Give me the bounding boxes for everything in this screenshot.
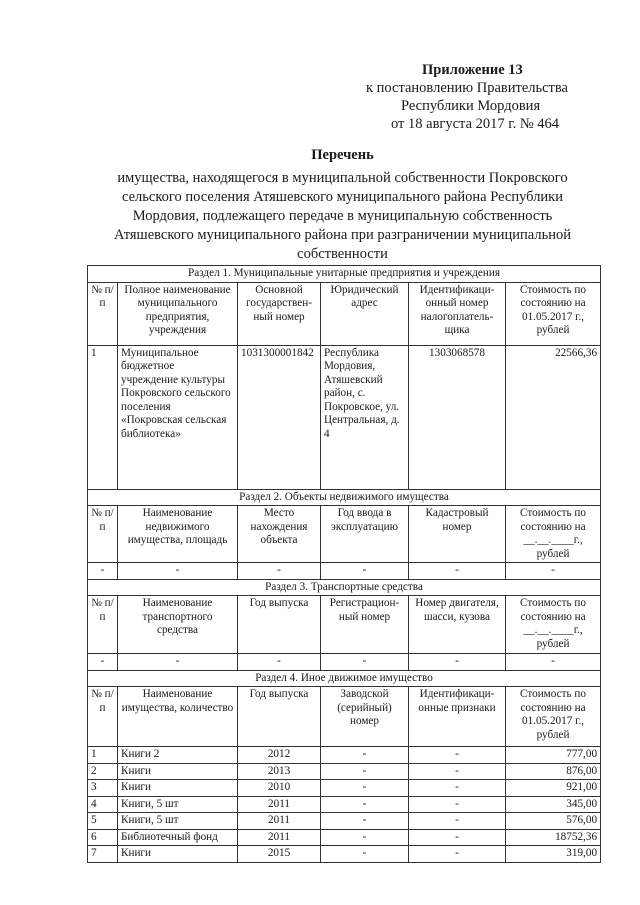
- table-row: [88, 813, 601, 830]
- item-ident: -: [409, 846, 506, 863]
- section-3-title-row: [88, 579, 601, 596]
- item-cost: 345,00: [506, 796, 601, 813]
- col-header-ident: Идентификаци-онные признаки: [409, 687, 506, 747]
- item-year: 2011: [238, 829, 321, 846]
- org-cost: 22566,36: [506, 345, 601, 489]
- table-row: [88, 763, 601, 780]
- section-4-title: Раздел 4. Иное движимое имущество: [88, 670, 601, 687]
- col-header-cost: Стоимость по состоянию на __.__.____г., рублей: [506, 596, 601, 654]
- col-header-cost: Стоимость по состоянию на 01.05.2017 г., рублей: [506, 687, 601, 747]
- title-heading: Перечень: [311, 147, 374, 163]
- col-header-name: Наименование транспортного средства: [118, 596, 238, 654]
- col-header-cost: Стоимость по состоянию на 01.05.2017 г., рублей: [506, 282, 601, 345]
- item-year: 2013: [238, 763, 321, 780]
- item-name: Книги, 5 шт: [118, 813, 238, 830]
- row-num: 1: [88, 747, 118, 764]
- col-header-cost: Стоимость по состоянию на __.__.____г., рублей: [506, 506, 601, 563]
- table-row: [88, 747, 601, 764]
- item-ident: -: [409, 763, 506, 780]
- col-header-year: Год выпуска: [238, 596, 321, 654]
- item-cost: 876,00: [506, 763, 601, 780]
- col-header-inn: Идентификаци-онный номер налогоплатель-щика: [409, 282, 506, 345]
- item-ident: -: [409, 780, 506, 797]
- col-header-year: Год выпуска: [238, 687, 321, 747]
- item-serial: -: [321, 846, 409, 863]
- row-num: 3: [88, 780, 118, 797]
- item-cost: 921,00: [506, 780, 601, 797]
- item-cost: 18752,36: [506, 829, 601, 846]
- empty-cell: -: [118, 563, 238, 580]
- row-num: 1: [88, 345, 118, 489]
- row-num: 5: [88, 813, 118, 830]
- section-2-header-row: [88, 506, 601, 563]
- table-row: [88, 796, 601, 813]
- row-num: 2: [88, 763, 118, 780]
- item-serial: -: [321, 796, 409, 813]
- row-num: 6: [88, 829, 118, 846]
- item-year: 2012: [238, 747, 321, 764]
- appendix-line-2: Республики Мордовия: [401, 98, 541, 114]
- empty-cell: -: [409, 563, 506, 580]
- table-row: [88, 846, 601, 863]
- empty-cell: -: [321, 563, 409, 580]
- item-name: Книги: [118, 846, 238, 863]
- col-header-num: № п/п: [88, 687, 118, 747]
- empty-cell: -: [506, 563, 601, 580]
- item-serial: -: [321, 829, 409, 846]
- section-3-title: Раздел 3. Транспортные средства: [88, 579, 601, 596]
- col-header-serial: Заводской (серийный) номер: [321, 687, 409, 747]
- org-ogrn: 1031300001842: [238, 345, 321, 489]
- empty-cell: -: [238, 654, 321, 671]
- empty-cell: -: [88, 654, 118, 671]
- item-name: Книги, 5 шт: [118, 796, 238, 813]
- item-year: 2011: [238, 796, 321, 813]
- empty-cell: -: [506, 654, 601, 671]
- row-num: 7: [88, 846, 118, 863]
- item-cost: 319,00: [506, 846, 601, 863]
- col-header-name: Наименование имущества, количество: [118, 687, 238, 747]
- section-1-title-row: [88, 266, 601, 283]
- item-cost: 777,00: [506, 747, 601, 764]
- empty-cell: -: [88, 563, 118, 580]
- col-header-num: № п/п: [88, 596, 118, 654]
- item-ident: -: [409, 747, 506, 764]
- document-title: [95, 146, 590, 264]
- section-4-header-row: [88, 687, 601, 747]
- item-name: Книги: [118, 780, 238, 797]
- col-header-name: Полное наименование муниципального предприятия, учреждения: [118, 282, 238, 345]
- table-row: [88, 780, 601, 797]
- item-serial: -: [321, 763, 409, 780]
- item-cost: 576,00: [506, 813, 601, 830]
- appendix-line-1: к постановлению Правительства: [366, 80, 568, 96]
- item-name: Библиотечный фонд: [118, 829, 238, 846]
- item-name: Книги 2: [118, 747, 238, 764]
- col-header-num: № п/п: [88, 282, 118, 345]
- item-ident: -: [409, 813, 506, 830]
- row-num: 4: [88, 796, 118, 813]
- section-4-title-row: [88, 670, 601, 687]
- empty-cell: -: [118, 654, 238, 671]
- section-3-header-row: [88, 596, 601, 654]
- org-name: Муниципальное бюджетное учреждение культуры Покровского сельского поселения «Покровская сельская библиотека»: [118, 345, 238, 489]
- col-header-reg-number: Регистрацион-ный номер: [321, 596, 409, 654]
- section-2-title-row: [88, 489, 601, 506]
- org-inn: 1303068578: [409, 345, 506, 489]
- item-serial: -: [321, 747, 409, 764]
- table-row: [88, 829, 601, 846]
- col-header-engine-number: Номер двигателя, шасси, кузова: [409, 596, 506, 654]
- title-text: имущества, находящегося в муниципальной собственности Покровского сельского поселения Атяшевского муниципального района Республики Мордовия, подлежащего передаче в муниципальную собственность Атяшевского муниципального района при разграничении муниципальной собственности: [113, 170, 571, 262]
- section-1-header-row: [88, 282, 601, 345]
- appendix-line-3: от 18 августа 2017 г. № 464: [391, 116, 560, 132]
- col-header-name: Наименование недвижимого имущества, площадь: [118, 506, 238, 563]
- empty-cell: -: [409, 654, 506, 671]
- col-header-cadastral: Кадастровый номер: [409, 506, 506, 563]
- section-2-title: Раздел 2. Объекты недвижимого имущества: [88, 489, 601, 506]
- item-ident: -: [409, 796, 506, 813]
- col-header-address: Юридический адрес: [321, 282, 409, 345]
- col-header-num: № п/п: [88, 506, 118, 563]
- table-row: [88, 654, 601, 671]
- section-1-title: Раздел 1. Муниципальные унитарные предприятия и учреждения: [88, 266, 601, 283]
- appendix-title: Приложение 13: [422, 62, 523, 78]
- org-address: Республика Мордовия, Атяшевский район, с. Покровское, ул. Центральная, д. 4: [321, 345, 409, 489]
- item-year: 2010: [238, 780, 321, 797]
- item-name: Книги: [118, 763, 238, 780]
- empty-cell: -: [238, 563, 321, 580]
- item-year: 2015: [238, 846, 321, 863]
- item-serial: -: [321, 813, 409, 830]
- item-ident: -: [409, 829, 506, 846]
- col-header-location: Место нахождения объекта: [238, 506, 321, 563]
- table-row: [88, 563, 601, 580]
- item-year: 2011: [238, 813, 321, 830]
- table-row: [88, 345, 601, 489]
- col-header-commission-year: Год ввода в эксплуатацию: [321, 506, 409, 563]
- col-header-ogrn: Основной государствен-ный номер: [238, 282, 321, 345]
- empty-cell: -: [321, 654, 409, 671]
- item-serial: -: [321, 780, 409, 797]
- property-table: [87, 265, 601, 863]
